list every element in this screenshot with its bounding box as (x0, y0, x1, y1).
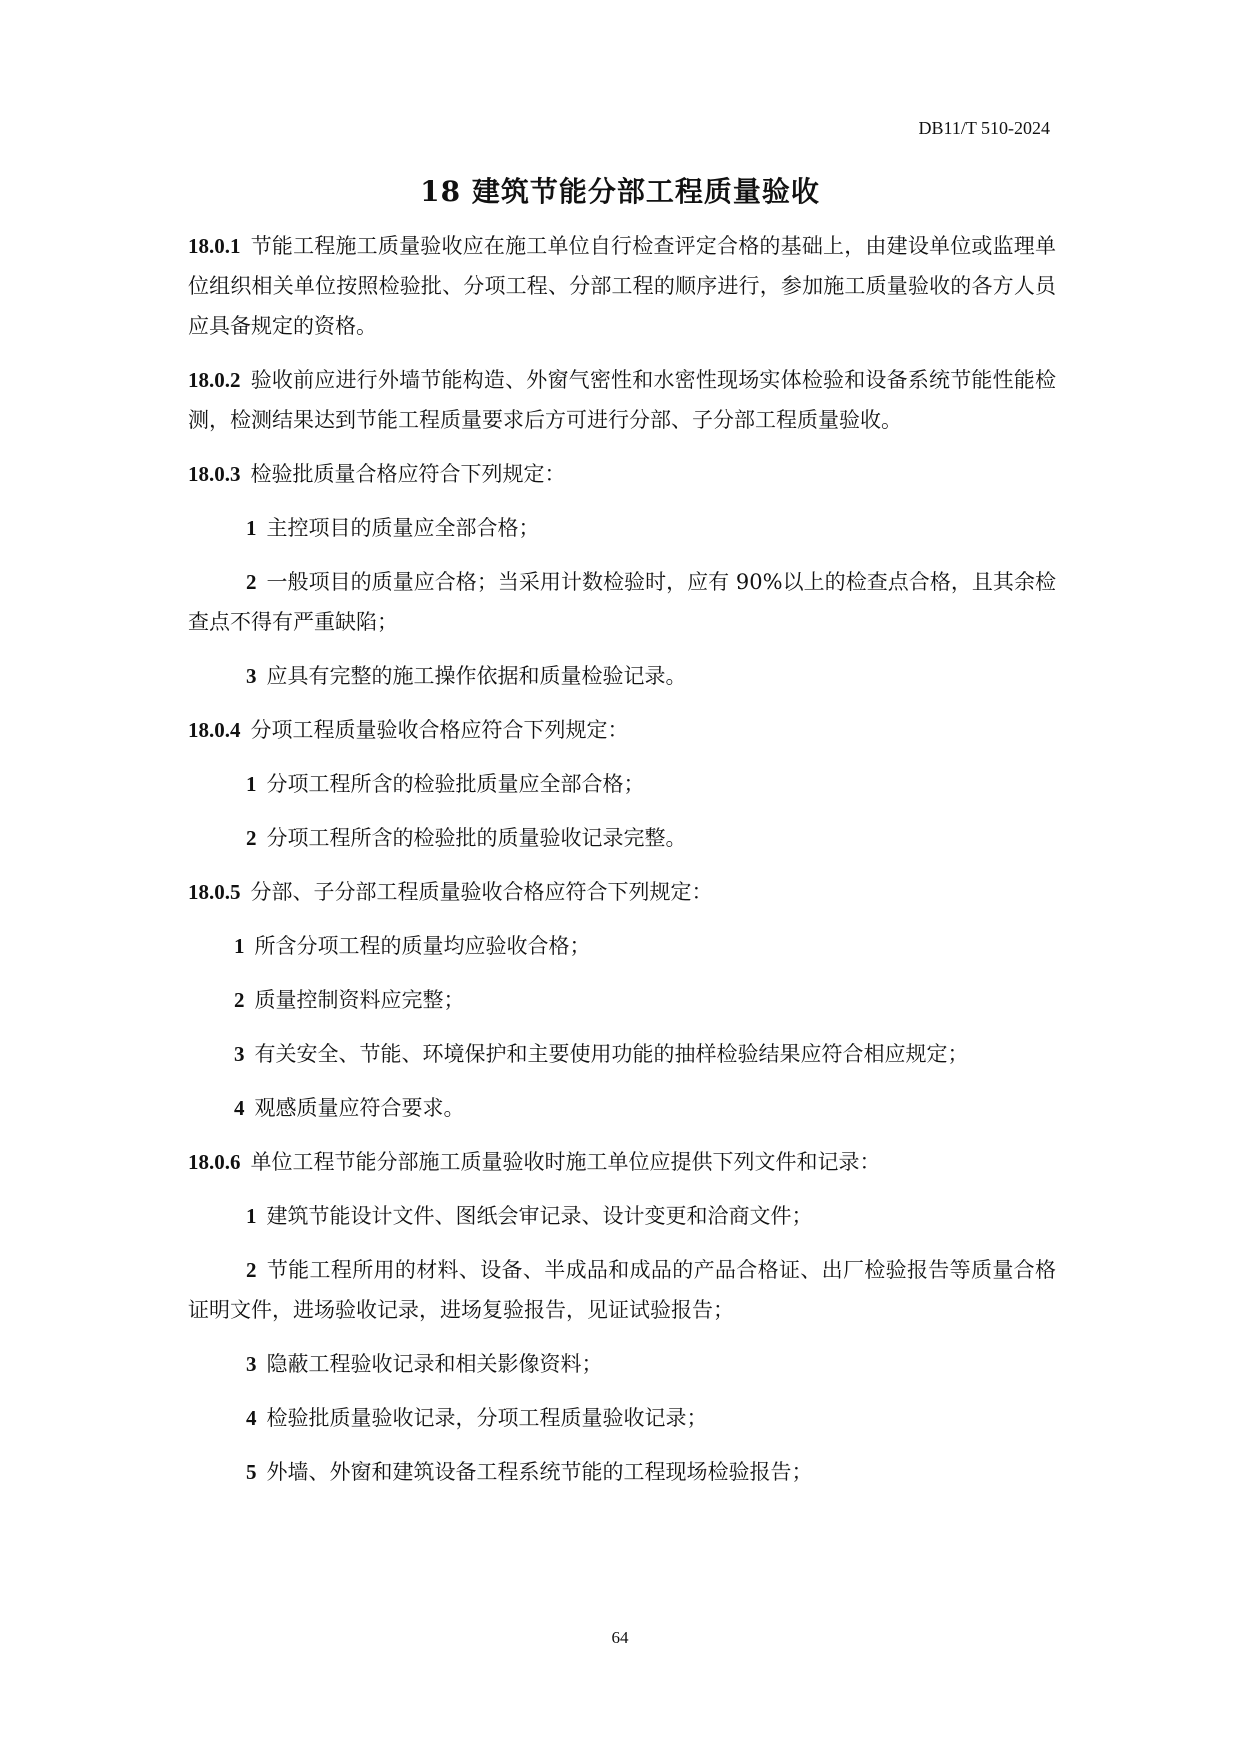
item-number: 3 (234, 1042, 245, 1066)
item-text: 隐蔽工程验收记录和相关影像资料； (266, 1352, 603, 1376)
clause-18-0-4 (188, 710, 1056, 750)
clause-number: 18.0.4 (188, 718, 241, 742)
item-text: 一般项目的质量应合格；当采用计数检验时，应有 90%以上的检查点合格，且其余检查点不得有严重缺陷； (188, 570, 1056, 634)
item-text: 建筑节能设计文件、图纸会审记录、设计变更和洽商文件； (266, 1204, 813, 1228)
item-text: 分项工程所含的检验批质量应全部合格； (266, 772, 645, 796)
clause-number: 18.0.2 (188, 368, 241, 392)
item-text: 节能工程所用的材料、设备、半成品和成品的产品合格证、出厂检验报告等质量合格证明文件，进场验收记录，进场复验报告，见证试验报告； (188, 1258, 1056, 1322)
item-number: 2 (246, 1258, 257, 1282)
list-item (188, 1088, 1056, 1128)
item-text: 应具有完整的施工操作依据和质量检验记录。 (266, 664, 687, 688)
clause-18-0-5 (188, 872, 1056, 912)
list-item (188, 1452, 1056, 1492)
item-text: 观感质量应符合要求。 (254, 1096, 465, 1120)
item-number: 4 (246, 1406, 257, 1430)
clause-number: 18.0.1 (188, 234, 241, 258)
section-title: 18 建筑节能分部工程质量验收 (420, 175, 820, 208)
clause-text: 节能工程施工质量验收应在施工单位自行检查评定合格的基础上，由建设单位或监理单位组织相关单位按照检验批、分项工程、分部工程的顺序进行，参加施工质量验收的各方人员应具备规定的资格。 (188, 234, 1056, 338)
clause-number: 18.0.6 (188, 1150, 241, 1174)
clause-text: 验收前应进行外墙节能构造、外窗气密性和水密性现场实体检验和设备系统节能性能检测，检测结果达到节能工程质量要求后方可进行分部、子分部工程质量验收。 (188, 368, 1056, 432)
item-number: 2 (234, 988, 245, 1012)
item-number: 2 (246, 570, 257, 594)
item-text: 所含分项工程的质量均应验收合格； (254, 934, 591, 958)
list-item (188, 1250, 1056, 1330)
list-item (188, 926, 1056, 966)
standard-code: DB11/T 510-2024 (918, 118, 1050, 138)
item-number: 1 (246, 772, 257, 796)
clause-number: 18.0.3 (188, 462, 241, 486)
item-number: 3 (246, 664, 257, 688)
item-text: 检验批质量验收记录，分项工程质量验收记录； (266, 1406, 708, 1430)
clause-text: 分部、子分部工程质量验收合格应符合下列规定： (250, 880, 713, 904)
clause-text: 分项工程质量验收合格应符合下列规定： (250, 718, 629, 742)
item-number: 3 (246, 1352, 257, 1376)
clause-18-0-6 (188, 1142, 1056, 1182)
list-item (188, 1034, 1056, 1074)
item-number: 1 (234, 934, 245, 958)
clause-18-0-1 (188, 226, 1056, 346)
clause-18-0-3 (188, 454, 1056, 494)
list-item (188, 818, 1056, 858)
item-text: 分项工程所含的检验批的质量验收记录完整。 (266, 826, 687, 850)
item-text: 主控项目的质量应全部合格； (266, 516, 540, 540)
item-number: 1 (246, 1204, 257, 1228)
item-text: 质量控制资料应完整； (254, 988, 465, 1012)
item-text: 外墙、外窗和建筑设备工程系统节能的工程现场检验报告； (266, 1460, 813, 1484)
clause-number: 18.0.5 (188, 880, 241, 904)
page-number: 64 (611, 1628, 629, 1647)
list-item (188, 980, 1056, 1020)
item-text: 有关安全、节能、环境保护和主要使用功能的抽样检验结果应符合相应规定； (254, 1042, 969, 1066)
item-number: 1 (246, 516, 257, 540)
clause-18-0-2 (188, 360, 1056, 440)
list-item (188, 1196, 1056, 1236)
item-number: 4 (234, 1096, 245, 1120)
list-item (188, 562, 1056, 642)
list-item (188, 764, 1056, 804)
list-item (188, 1398, 1056, 1438)
list-item (188, 1344, 1056, 1384)
clause-text: 检验批质量合格应符合下列规定： (250, 462, 566, 486)
list-item (188, 508, 1056, 548)
document-body (188, 226, 1056, 1506)
list-item (188, 656, 1056, 696)
clause-text: 单位工程节能分部施工质量验收时施工单位应提供下列文件和记录： (250, 1150, 881, 1174)
item-number: 2 (246, 826, 257, 850)
item-number: 5 (246, 1460, 257, 1484)
